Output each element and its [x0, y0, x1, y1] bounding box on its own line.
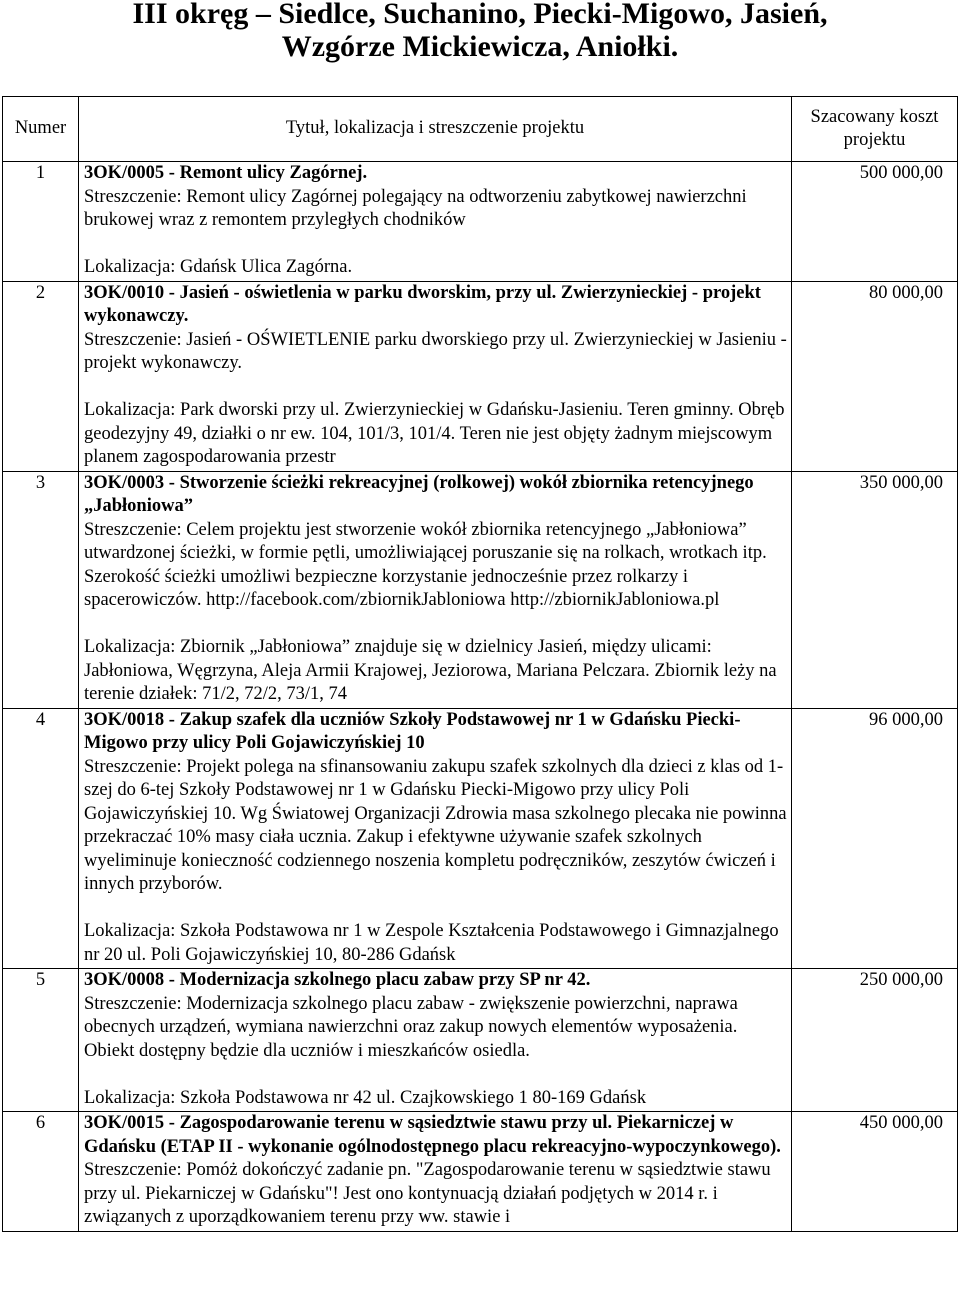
project-summary: Streszczenie: Remont ulicy Zagórnej polegający na odtworzeniu zabytkowej nawierzchni brukowej wraz z remontem przyległych chodników [84, 186, 747, 230]
table-row [3, 162, 958, 282]
project-summary: Streszczenie: Pomóż dokończyć zadanie pn. "Zagospodarowanie terenu w sąsiedztwie stawu przy ul. Piekarniczej w Gdańsku"! Jest ono kontynuacją działań podjętych w 2014 r. i związanych z uporządkowaniem terenu przy ww. stawie i [84, 1160, 771, 1227]
page-title [0, 0, 960, 63]
row-content [79, 708, 792, 969]
row-number: 2 [3, 281, 79, 471]
project-title: 3OK/0003 - Stworzenie ścieżki rekreacyjnej (rolkowej) wokół zbiornika retencyjnego „Jabłoniowa” [84, 472, 754, 516]
project-title: 3OK/0008 - Modernizacja szkolnego placu zabaw przy SP nr 42. [84, 970, 591, 990]
project-location: Lokalizacja: Park dworski przy ul. Zwierzynieckiej w Gdańsku-Jasieniu. Teren gminny. Obręb geodezyjny 49, działki o nr ew. 104, 101/3, 101/4. Teren nie jest objęty żadnym miejscowym planem zagospodarowania przestr [84, 400, 785, 467]
row-content [79, 471, 792, 708]
project-cost: 350 000,00 [792, 471, 958, 708]
title-line-2: Wzgórze Mickiewicza, Aniołki. [281, 30, 679, 63]
row-number: 4 [3, 708, 79, 969]
row-content [79, 1112, 792, 1232]
project-title: 3OK/0018 - Zakup szafek dla uczniów Szkoły Podstawowej nr 1 w Gdańsku Piecki-Migowo przy ulicy Poli Gojawiczyńskiej 10 [84, 709, 741, 753]
row-number: 5 [3, 969, 79, 1112]
project-cost: 450 000,00 [792, 1112, 958, 1232]
row-number: 1 [3, 162, 79, 282]
header-title: Tytuł, lokalizacja i streszczenie projektu [79, 97, 792, 162]
project-cost: 80 000,00 [792, 281, 958, 471]
project-title: 3OK/0015 - Zagospodarowanie terenu w sąsiedztwie stawu przy ul. Piekarniczej w Gdańsku (ETAP II - wykonanie ogólnodostępnego placu rekreacyjno-wypoczynkowego). [84, 1113, 781, 1157]
project-title: 3OK/0005 - Remont ulicy Zagórnej. [84, 163, 368, 183]
row-number: 6 [3, 1112, 79, 1232]
projects-table [2, 96, 958, 1232]
table-row [3, 471, 958, 708]
header-number: Numer [3, 97, 79, 162]
project-cost: 500 000,00 [792, 162, 958, 282]
project-location: Lokalizacja: Gdańsk Ulica Zagórna. [84, 257, 353, 277]
project-summary: Streszczenie: Celem projektu jest stworzenie wokół zbiornika retencyjnego „Jabłoniowa” utwardzonej ścieżki, w formie pętli, umożliwiającej poruszanie się na rolkach, wrotkach itp. Szerokość ścieżki umożliwi bezpieczne korzystanie jednocześnie przez rolkarzy i spacerowiczów. http://facebook.com/zbiornikJabloniowa http://zbiornikJabloniowa.pl [84, 519, 767, 610]
project-title: 3OK/0010 - Jasień - oświetlenia w parku dworskim, przy ul. Zwierzynieckiej - projekt wykonawczy. [84, 282, 761, 326]
project-cost: 250 000,00 [792, 969, 958, 1112]
table-row [3, 1112, 958, 1232]
project-cost: 96 000,00 [792, 708, 958, 969]
row-number: 3 [3, 471, 79, 708]
project-summary: Streszczenie: Projekt polega na sfinansowaniu zakupu szafek szkolnych dla dzieci z klas od 1-szej do 6-tej Szkoły Podstawowej nr 1 w Gdańsku Piecki-Migowo przy ulicy Poli Gojawiczyńskiej 10. Wg Światowej Organizacji Zdrowia masa szkolnego plecaka nie powinna przekraczać 10% masy ciała ucznia. Zakup i efektywne używanie szafek szkolnych wyeliminuje konieczność codziennego noszenia kompletu podręczników, zeszytów ćwiczeń i innych przyborów. [84, 756, 787, 894]
project-summary: Streszczenie: Modernizacja szkolnego placu zabaw - zwiększenie powierzchni, naprawa obecnych urządzeń, wymiana nawierzchni oraz zakup nowych elementów wyposażenia. Obiekt dostępny będzie dla uczniów i mieszkańców osiedla. [84, 993, 738, 1061]
row-content [79, 969, 792, 1112]
project-location: Lokalizacja: Szkoła Podstawowa nr 1 w Zespole Kształcenia Podstawowego i Gimnazjalnego nr 20 ul. Poli Gojawiczyńskiej 10, 80-286 Gdańsk [84, 921, 779, 965]
table-row [3, 708, 958, 969]
table-row [3, 281, 958, 471]
row-content [79, 281, 792, 471]
project-location: Lokalizacja: Zbiornik „Jabłoniowa” znajduje się w dzielnicy Jasień, między ulicami: Jabłoniowa, Węgrzyna, Aleja Armii Krajowej, Jeziorowa, Mariana Pelczara. Zbiornik leży na terenie działek: 71/2, 72/2, 73/1, 74 [84, 637, 777, 704]
project-location: Lokalizacja: Szkoła Podstawowa nr 42 ul. Czajkowskiego 1 80-169 Gdańsk [84, 1087, 647, 1108]
header-cost: Szacowany koszt projektu [792, 97, 958, 162]
table-header-row [3, 97, 958, 162]
table-row [3, 969, 958, 1112]
row-content [79, 162, 792, 282]
title-line-1: III okręg – Siedlce, Suchanino, Piecki-Migowo, Jasień, [132, 0, 828, 30]
project-summary: Streszczenie: Jasień - OŚWIETLENIE parku dworskiego przy ul. Zwierzynieckiej w Jasieniu - projekt wykonawczy. [84, 329, 787, 373]
